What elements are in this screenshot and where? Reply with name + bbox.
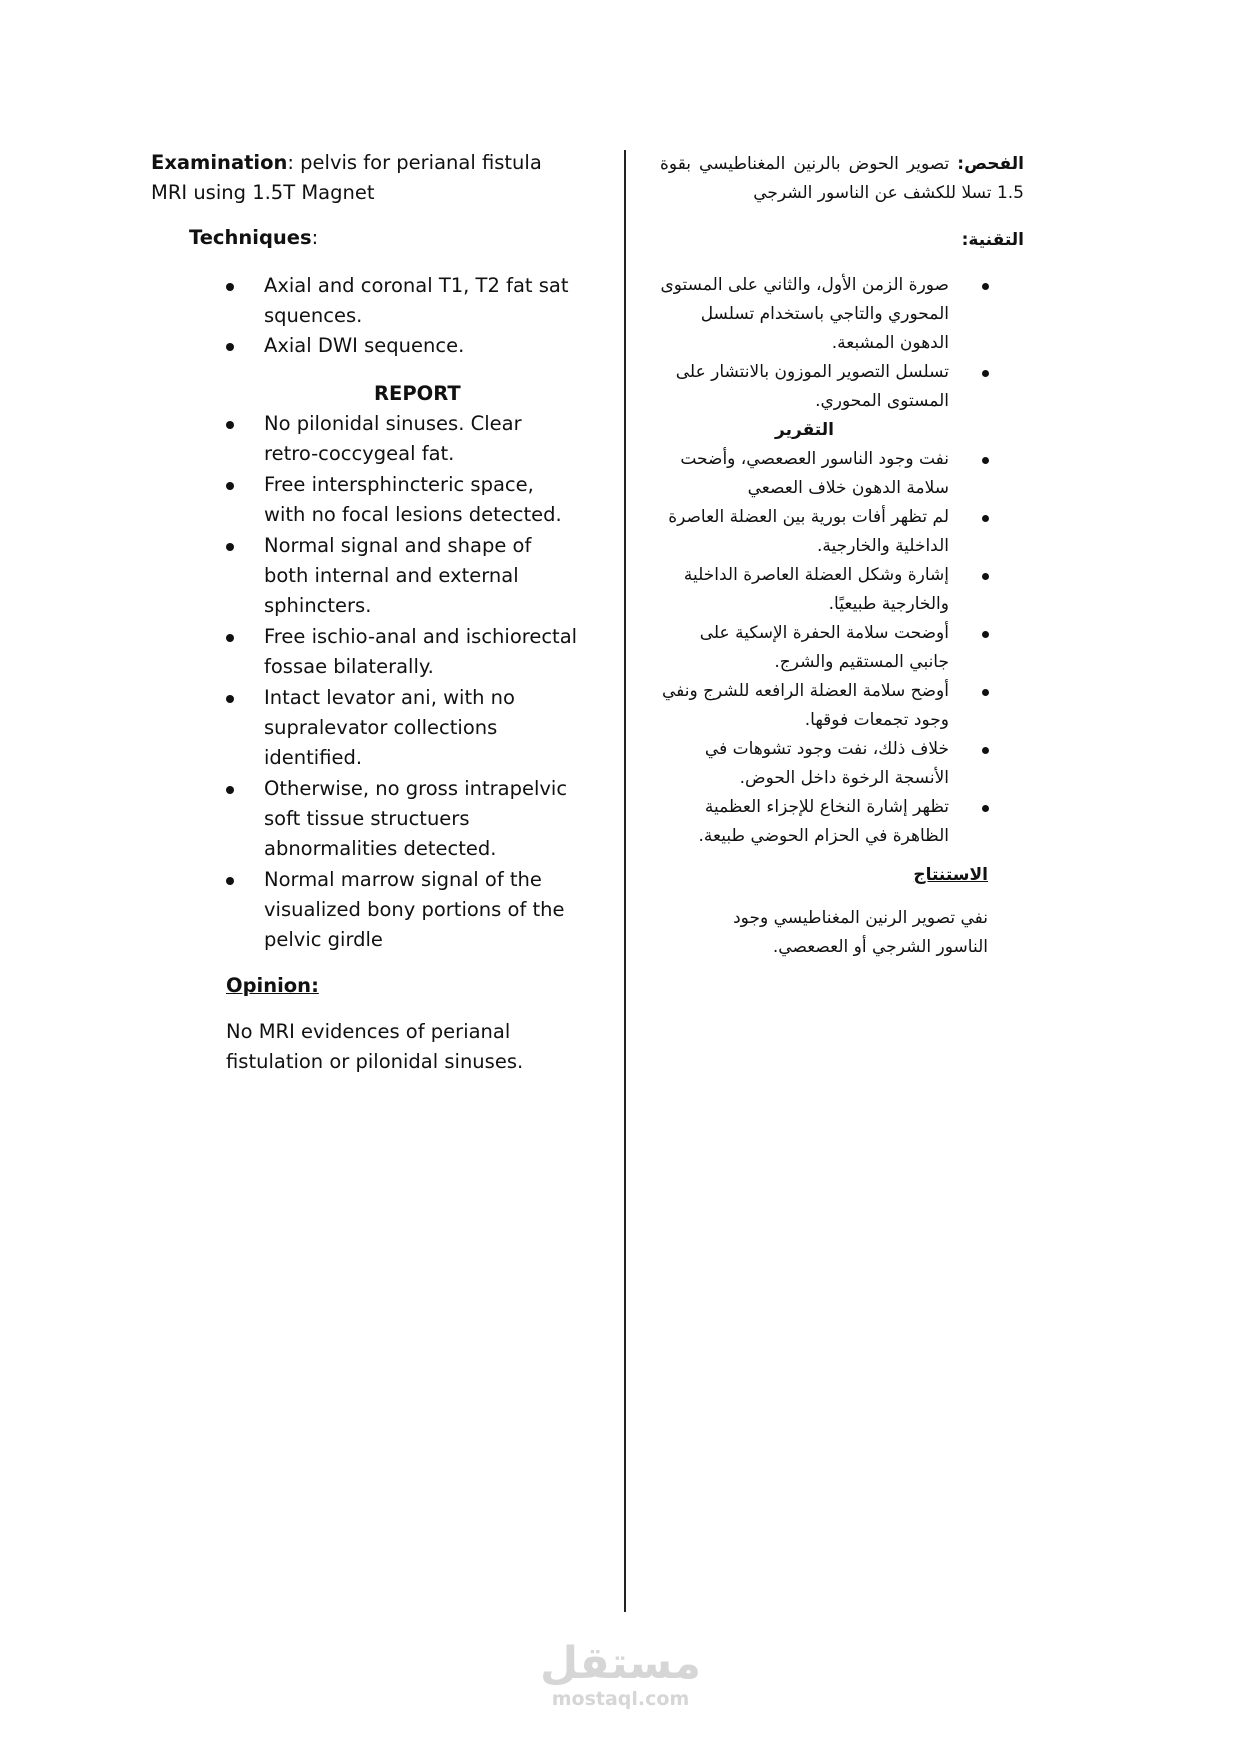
arabic-report-item-text: خلاف ذلك، نفت وجود تشوهات في الأنسجة الرخوة داخل الحوض. <box>704 739 949 788</box>
arabic-report-item-text: إشارة وشكل العضلة العاصرة الداخلية والخارجية طبيعيًا. <box>683 565 949 614</box>
report-item <box>264 774 581 864</box>
techniques-item <box>264 331 581 361</box>
arabic-conclusion-text: نفي تصوير الرنين المغناطيسي وجود الناسور الشرجي أو العصعصي. <box>733 908 988 957</box>
bullet-icon <box>226 695 234 703</box>
bullet-icon <box>982 515 989 522</box>
examination-label: Examination <box>151 151 288 174</box>
bullet-icon <box>982 631 989 638</box>
arabic-techniques-item-text: صورة الزمن الأول، والثاني على المستوى المحوري والتاجي باستخدام تسلسل الدهون المشبعة. <box>660 275 949 353</box>
arabic-report-heading: التقرير <box>775 420 834 440</box>
examination-line <box>151 148 581 208</box>
watermark-logo: مستقل <box>540 1638 701 1689</box>
arabic-report-item-text: تظهر إشارة النخاع للإجزاء العظمية الظاهرة في الحزام الحوضي طبيعة. <box>698 797 949 846</box>
bullet-icon <box>226 421 234 429</box>
arabic-techniques-item <box>660 271 949 358</box>
bullet-icon <box>226 343 234 351</box>
bullet-icon <box>982 689 989 696</box>
techniques-label: Techniques <box>189 226 312 249</box>
report-item-text: No pilonidal sinuses. Clear retro-coccygeal fat. <box>264 412 522 465</box>
arabic-techniques-item-text: تسلسل التصوير الموزون بالانتشار على المستوى المحوري. <box>675 362 949 411</box>
report-item <box>264 409 581 469</box>
bullet-icon <box>226 482 234 490</box>
arabic-techniques-item <box>660 358 949 416</box>
report-item-text: Normal marrow signal of the visualized bony portions of the pelvic girdle <box>264 868 565 951</box>
arabic-techniques-list <box>660 271 1024 416</box>
opinion-heading <box>226 971 581 1001</box>
report-list <box>151 409 581 955</box>
examination-text: : pelvis for perianal fistula MRI using 1.5T Magnet <box>151 151 542 204</box>
arabic-report-item-text: أوضح سلامة العضلة الرافعه للشرج ونفي وجود تجمعات فوقها. <box>661 681 949 730</box>
arabic-examination-line <box>660 150 1024 208</box>
report-item <box>264 531 581 621</box>
report-label: REPORT <box>374 382 461 405</box>
bullet-icon <box>226 786 234 794</box>
arabic-report-item <box>660 677 949 735</box>
report-item <box>264 683 581 773</box>
arabic-report-item <box>660 793 949 851</box>
bullet-icon <box>226 634 234 642</box>
bullet-icon <box>226 877 234 885</box>
bullet-icon <box>226 283 234 291</box>
techniques-colon: : <box>311 226 319 249</box>
arabic-examination-text: تصوير الحوض بالرنين المغناطيسي بقوة 1.5 تسلا للكشف عن الناسور الشرجي <box>660 154 1024 203</box>
arabic-report-list <box>660 445 1024 851</box>
opinion-colon: : <box>311 974 319 997</box>
bullet-icon <box>982 747 989 754</box>
techniques-list <box>151 271 581 361</box>
report-item-text: Free intersphincteric space, with no focal lesions detected. <box>264 473 562 526</box>
techniques-heading <box>189 223 581 253</box>
bullet-icon <box>982 283 989 290</box>
arabic-techniques-heading: التقنية: <box>961 230 1024 250</box>
opinion-text: No MRI evidences of perianal fistulation or pilonidal sinuses. <box>226 1020 524 1073</box>
column-divider <box>624 150 626 1612</box>
bullet-icon <box>982 573 989 580</box>
report-item <box>264 622 581 682</box>
arabic-report-item <box>660 619 949 677</box>
arabic-report-item <box>660 503 949 561</box>
english-column <box>151 148 581 1077</box>
report-item-text: Otherwise, no gross intrapelvic soft tissue structuers abnormalities detected. <box>264 777 568 860</box>
report-item-text: Free ischio-anal and ischiorectal fossae bilaterally. <box>264 625 578 678</box>
bullet-icon <box>226 543 234 551</box>
arabic-conclusion-heading: الاستنتاج <box>913 865 988 885</box>
report-item <box>264 470 581 530</box>
report-item <box>264 865 581 955</box>
report-heading <box>151 379 581 409</box>
arabic-report-item <box>660 735 949 793</box>
techniques-item-text: Axial DWI sequence. <box>264 334 465 357</box>
report-item-text: Intact levator ani, with no supralevator collections identified. <box>264 686 515 769</box>
arabic-report-item <box>660 445 949 503</box>
opinion-label: Opinion <box>226 974 312 997</box>
arabic-column <box>660 150 1024 962</box>
bullet-icon <box>982 370 989 377</box>
techniques-item-text: Axial and coronal T1, T2 fat sat squences. <box>264 274 569 327</box>
bullet-icon <box>982 457 989 464</box>
arabic-examination-label: الفحص: <box>957 154 1024 174</box>
watermark-url: mostaql.com <box>551 1688 690 1710</box>
arabic-report-item-text: لم تظهر أفات بورية بين العضلة العاصرة الداخلية والخارجية. <box>668 507 949 556</box>
arabic-report-item-text: أوضحت سلامة الحفرة الإسكية على جانبي المستقيم والشرج. <box>699 623 949 672</box>
techniques-item <box>264 271 581 331</box>
arabic-report-item-text: نفت وجود الناسور العصعصي، وأضحت سلامة الدهون خلاف العصعي <box>680 449 949 498</box>
bullet-icon <box>982 805 989 812</box>
arabic-report-item <box>660 561 949 619</box>
report-item-text: Normal signal and shape of both internal and external sphincters. <box>264 534 532 617</box>
watermark <box>0 1640 1241 1710</box>
